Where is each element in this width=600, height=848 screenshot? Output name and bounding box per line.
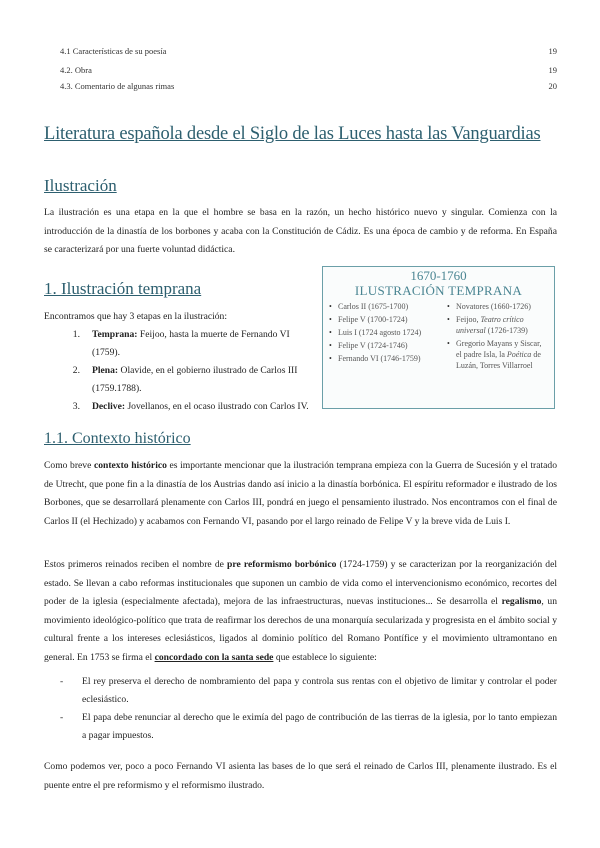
stage-number: 3. (72, 401, 80, 412)
bullet-text: El rey preserva el derecho de nombramiento del papa y controla sus rentas con el objetivo de limitar y controlar el poder eclesiástico. (82, 676, 557, 705)
bullet-dash: - (60, 676, 64, 687)
list-item: • Carlos II (1675-1700) (329, 301, 447, 312)
section-heading-ilustracion: Ilustración (44, 176, 117, 195)
stage-label: Declive: (92, 401, 126, 412)
section-heading-contexto: 1.1. Contexto histórico (44, 430, 191, 447)
stages-lead: Encontramos que hay 3 etapas en la ilustración: (44, 311, 228, 322)
stage-text: Olavide, en el gobierno ilustrado de Carlos III (1759.1788). (92, 365, 298, 394)
toc-item-page: 19 (548, 46, 557, 56)
context-paragraph-2: Estos primeros reinados reciben el nombre de pre reformismo borbónico (1724-1759) y se caracterizan por la reorganización del estado. Se llevan a cabo reformas institucionales que suponen un cambio de vida como el intervencionismo económico, recortes del poder de la iglesia (especialmente afectada), mejora de las infraestructuras, nuevas instituciones... Se desarrolla el regalismo, un movimiento ideológico-político que trata de reafirmar los derechos de una monarquía secularizada y progresista en el ámbito social y cultural frente a los intereses eclesiásticos, ligados al dominio político del Romano Pontífice y el movimiento ultramontano en general. En 1753 se firma el concordado con la santa sede que establece lo siguiente: (44, 559, 558, 663)
toc-item-label: 4.2. Obra (60, 65, 92, 75)
stage-text: Jovellanos, en el ocaso ilustrado con Carlos IV. (127, 401, 309, 412)
info-box-years: 1670-1760 (410, 268, 467, 283)
bullet-item (60, 673, 557, 709)
authors-list (447, 301, 549, 373)
intro-paragraph: La ilustración es una etapa en la que el hombre se basa en la razón, un hecho histórico nuevo y singular. Comienza con la introducción de la dinastía de los borbones y acaba con la Constitución de Cádiz. Es una época de cambio y de reforma. En España se caracterizará por una fuerte voluntad didáctica. (44, 207, 557, 255)
list-item: • Luis I (1724 agosto 1724) (329, 327, 447, 338)
stage-number: 1. (72, 329, 80, 340)
stage-text: Feijoo, hasta la muerte de Fernando VI (1759). (92, 329, 290, 358)
toc-item[interactable] (60, 81, 557, 91)
list-item: • Feijoo, Teatro crítico universal (1726-1739) (447, 314, 549, 336)
stage-number: 2. (72, 365, 80, 376)
info-box (322, 266, 555, 409)
bullet-text: El papa debe renunciar al derecho que le eximía del pago de contribución de las tierras de la iglesia, por lo tanto empiezan a pagar impuestos. (82, 712, 557, 741)
stage-label: Temprana: (92, 329, 138, 340)
main-title: Literatura española desde el Siglo de las Luces hasta las Vanguardias (44, 124, 541, 144)
stage-label: Plena: (92, 365, 119, 376)
bullet-dash: - (60, 712, 64, 723)
stages-block (44, 308, 314, 416)
list-item: • Felipe V (1724-1746) (329, 340, 447, 351)
context-paragraph-3: Como podemos ver, poco a poco Fernando VI asienta las bases de lo que será el reinado de Carlos III, plenamente ilustrado. Es el puente entre el pre reformismo y el reformismo ilustrado. (44, 761, 557, 791)
context-paragraph-1: Como breve contexto histórico es importante mencionar que la ilustración temprana empieza con la Guerra de Sucesión y el tratado de Utrecht, que pone fin a la dinastía de los Austrias dando así inicio a la dinastía borbónica. El espíritu reformador e ilustrado de los Borbones, que se desarrollará plenamente con Carlos III, pondrá en juego el pensamiento ilustrado. Nos encontramos con el final de Carlos II (el Hechizado) y acabamos con Fernando VI, pasando por el largo reinado de Felipe V y la breve vida de Luis I. (44, 460, 557, 527)
section-heading-temprana: 1. Ilustración temprana (44, 279, 202, 298)
list-item: • Gregorio Mayans y Siscar, el padre Isla, la Poética de Luzán, Torres Villarroel (447, 338, 549, 371)
toc-item-page: 20 (548, 81, 557, 91)
list-item: • Fernando VI (1746-1759) (329, 353, 447, 364)
stage-item (44, 326, 314, 362)
stage-item (44, 398, 314, 416)
toc-item-label: 4.3. Comentario de algunas rimas (60, 81, 175, 91)
stage-item (44, 362, 314, 398)
info-box-title: ILUSTRACIÓN TEMPRANA (354, 283, 523, 298)
list-item: • Felipe V (1700-1724) (329, 314, 447, 325)
toc-item[interactable] (60, 46, 557, 56)
toc-item[interactable] (60, 65, 557, 75)
toc-item-page: 19 (548, 65, 557, 75)
monarchs-list (329, 301, 447, 373)
toc-item-label: 4.1 Características de su poesía (60, 46, 167, 56)
list-item: • Novatores (1660-1726) (447, 301, 549, 312)
bullet-item (60, 709, 557, 745)
